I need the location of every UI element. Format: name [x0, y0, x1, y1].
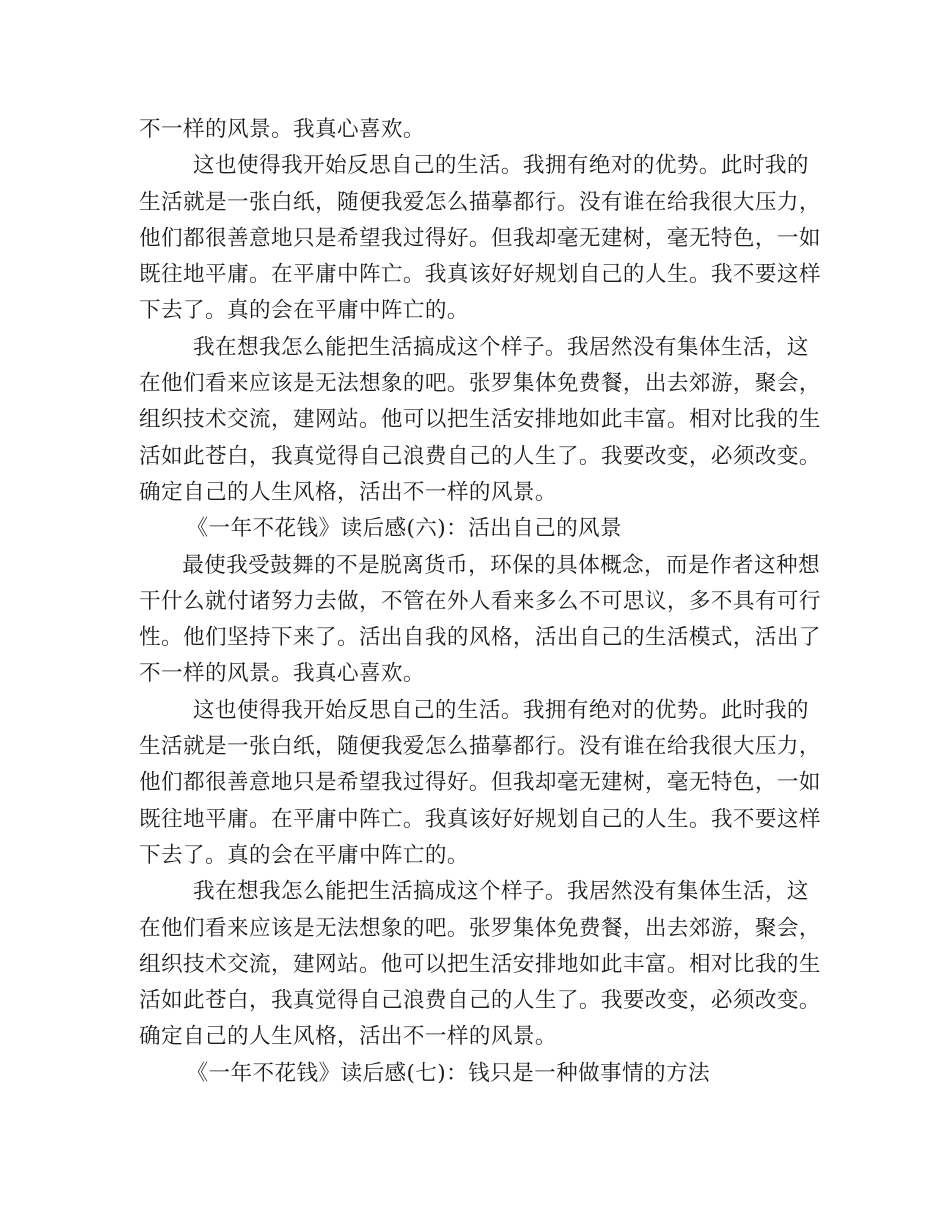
paragraph-line: 最使我受鼓舞的不是脱离货币，环保的具体概念，而是作者这种想 [182, 552, 821, 578]
paragraph-line: 活如此苍白，我真觉得自己浪费自己的人生了。我要改变，必须改变。 [139, 443, 821, 469]
paragraph-line: 干什么就付诸努力去做，不管在外人看来多么不可思议，多不具有可行 [139, 588, 821, 614]
paragraph-line: 组织技术交流，建网站。他可以把生活安排地如此丰富。相对比我的生 [139, 951, 821, 977]
paragraph-line: 在他们看来应该是无法想象的吧。张罗集体免费餐，出去郊游，聚会， [139, 371, 821, 397]
paragraph-line: 既往地平庸。在平庸中阵亡。我真该好好规划自己的人生。我不要这样 [139, 806, 821, 832]
paragraph-line: 下去了。真的会在平庸中阵亡的。 [139, 298, 469, 324]
paragraph-line: 确定自己的人生风格，活出不一样的风景。 [139, 479, 557, 505]
paragraph-line: 在他们看来应该是无法想象的吧。张罗集体免费餐，出去郊游，聚会， [139, 915, 821, 941]
paragraph-line: 组织技术交流，建网站。他可以把生活安排地如此丰富。相对比我的生 [139, 407, 821, 433]
paragraph-line: 不一样的风景。我真心喜欢。 [139, 117, 425, 142]
paragraph-line: 我在想我怎么能把生活搞成这个样子。我居然没有集体生活，这 [193, 879, 809, 905]
paragraph-line: 他们都很善意地只是希望我过得好。但我却毫无建树，毫无特色，一如 [139, 225, 821, 251]
paragraph-line: 既往地平庸。在平庸中阵亡。我真该好好规划自己的人生。我不要这样 [139, 262, 821, 288]
paragraph-line: 生活就是一张白纸，随便我爱怎么描摹都行。没有谁在给我很大压力， [139, 734, 821, 760]
document-body [139, 112, 819, 1092]
paragraph-line: 性。他们坚持下来了。活出自我的风格，活出自己的生活模式，活出了 [139, 625, 821, 651]
paragraph-line: 确定自己的人生风格，活出不一样的风景。 [139, 1024, 557, 1050]
paragraph-line: 下去了。真的会在平庸中阵亡的。 [139, 842, 469, 868]
paragraph-line: 生活就是一张白纸，随便我爱怎么描摹都行。没有谁在给我很大压力， [139, 189, 821, 215]
paragraph-line: 他们都很善意地只是希望我过得好。但我却毫无建树，毫无特色，一如 [139, 770, 821, 796]
paragraph-line: 这也使得我开始反思自己的生活。我拥有绝对的优势。此时我的 [193, 697, 809, 723]
paragraph-line: 我在想我怎么能把生活搞成这个样子。我居然没有集体生活，这 [193, 334, 809, 360]
paragraph-line: 不一样的风景。我真心喜欢。 [139, 661, 425, 687]
section-heading: 《一年不花钱》读后感(七)：钱只是一种做事情的方法 [186, 1060, 711, 1086]
paragraph-line: 活如此苍白，我真觉得自己浪费自己的人生了。我要改变，必须改变。 [139, 988, 821, 1014]
paragraph-line: 这也使得我开始反思自己的生活。我拥有绝对的优势。此时我的 [193, 153, 809, 179]
section-heading: 《一年不花钱》读后感(六)：活出自己的风景 [186, 516, 623, 542]
